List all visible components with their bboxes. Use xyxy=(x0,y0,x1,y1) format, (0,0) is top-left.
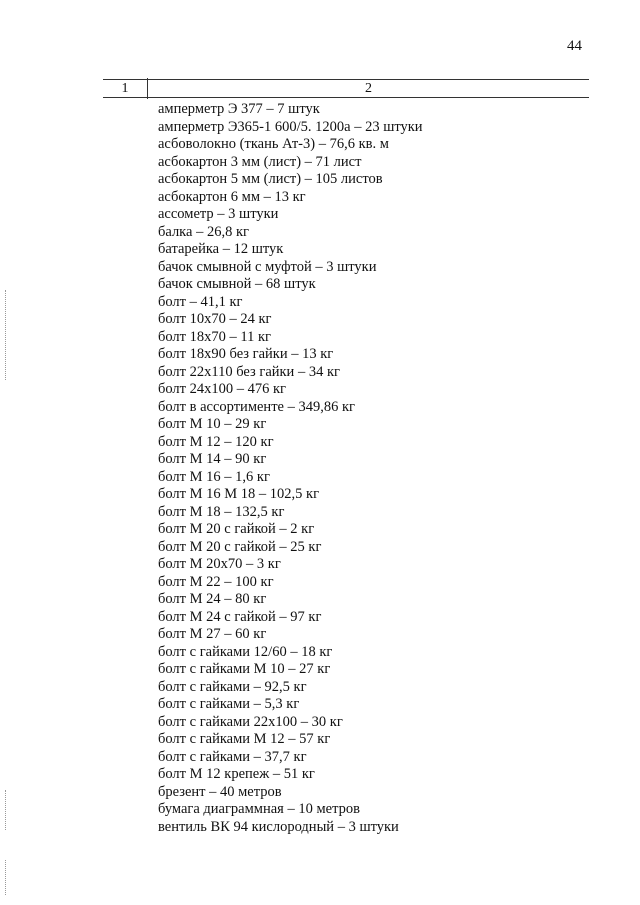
list-item: асбоволокно (ткань Ат-3) – 76,6 кв. м xyxy=(158,136,389,152)
list-item: вентиль ВК 94 кислородный – 3 штуки xyxy=(158,818,399,835)
list-item: болт М 27 – 60 кг xyxy=(158,626,267,642)
margin-scan-mark xyxy=(5,860,6,895)
list-item: болт М 12 – 120 кг xyxy=(158,433,274,450)
list-item: болт – 41,1 кг xyxy=(158,293,243,310)
margin-scan-mark xyxy=(5,290,6,380)
list-item: болт с гайками М 12 – 57 кг xyxy=(158,731,331,747)
list-item: бумага диаграммная – 10 метров xyxy=(158,801,360,817)
table-header xyxy=(103,79,589,98)
list-item: брезент – 40 метров xyxy=(158,783,282,800)
list-item: болт с гайками – 37,7 кг xyxy=(158,748,307,765)
list-item: болт с гайками – 92,5 кг xyxy=(158,678,307,695)
list-item: болт М 24 – 80 кг xyxy=(158,591,267,607)
list-item: болт с гайками 12/60 – 18 кг xyxy=(158,643,333,660)
list-item: ассометр – 3 штуки xyxy=(158,206,279,222)
list-item: асбокартон 3 мм (лист) – 71 лист xyxy=(158,153,362,170)
list-item: балка – 26,8 кг xyxy=(158,223,249,240)
list-item: болт М 20 с гайкой – 2 кг xyxy=(158,521,315,537)
list-item: болт М 16 М 18 – 102,5 кг xyxy=(158,486,320,502)
column-header-1: 1 xyxy=(121,81,129,96)
margin-scan-mark xyxy=(5,790,6,830)
page-number: 44 xyxy=(567,38,582,54)
list-item: болт М 10 – 29 кг xyxy=(158,416,267,432)
list-item: болт М 22 – 100 кг xyxy=(158,573,274,590)
list-item: болт М 24 с гайкой – 97 кг xyxy=(158,608,322,625)
list-item: болт 10х70 – 24 кг xyxy=(158,311,272,327)
list-item: болт М 18 – 132,5 кг xyxy=(158,503,285,520)
list-item: амперметр Э 377 – 7 штук xyxy=(158,101,320,117)
list-item: асбокартон 5 мм (лист) – 105 листов xyxy=(158,171,383,187)
column-header-2: 2 xyxy=(365,81,372,96)
list-item: болт М 14 – 90 кг xyxy=(158,451,267,467)
list-item: болт М 12 крепеж – 51 кг xyxy=(158,766,315,782)
list-item: болт с гайками 22х100 – 30 кг xyxy=(158,713,343,730)
list-item: болт 22х110 без гайки – 34 кг xyxy=(158,363,340,380)
list-item: болт М 16 – 1,6 кг xyxy=(158,468,270,485)
list-item: бачок смывной с муфтой – 3 штуки xyxy=(158,258,377,275)
list-item: болт 24х100 – 476 кг xyxy=(158,381,287,397)
list-item: батарейка – 12 штук xyxy=(158,241,284,257)
list-item: болт в ассортименте – 349,86 кг xyxy=(158,398,355,415)
list-item: болт с гайками М 10 – 27 кг xyxy=(158,661,331,677)
item-list xyxy=(158,101,423,836)
list-item: болт с гайками – 5,3 кг xyxy=(158,696,300,712)
list-item: болт М 20х70 – 3 кг xyxy=(158,556,281,572)
list-item: болт 18х90 без гайки – 13 кг xyxy=(158,346,334,362)
list-item: амперметр Э365-1 600/5. 1200а – 23 штуки xyxy=(158,118,423,135)
list-item: асбокартон 6 мм – 13 кг xyxy=(158,188,306,205)
list-item: бачок смывной – 68 штук xyxy=(158,276,316,292)
list-item: болт М 20 с гайкой – 25 кг xyxy=(158,538,322,555)
list-item: болт 18х70 – 11 кг xyxy=(158,328,271,345)
